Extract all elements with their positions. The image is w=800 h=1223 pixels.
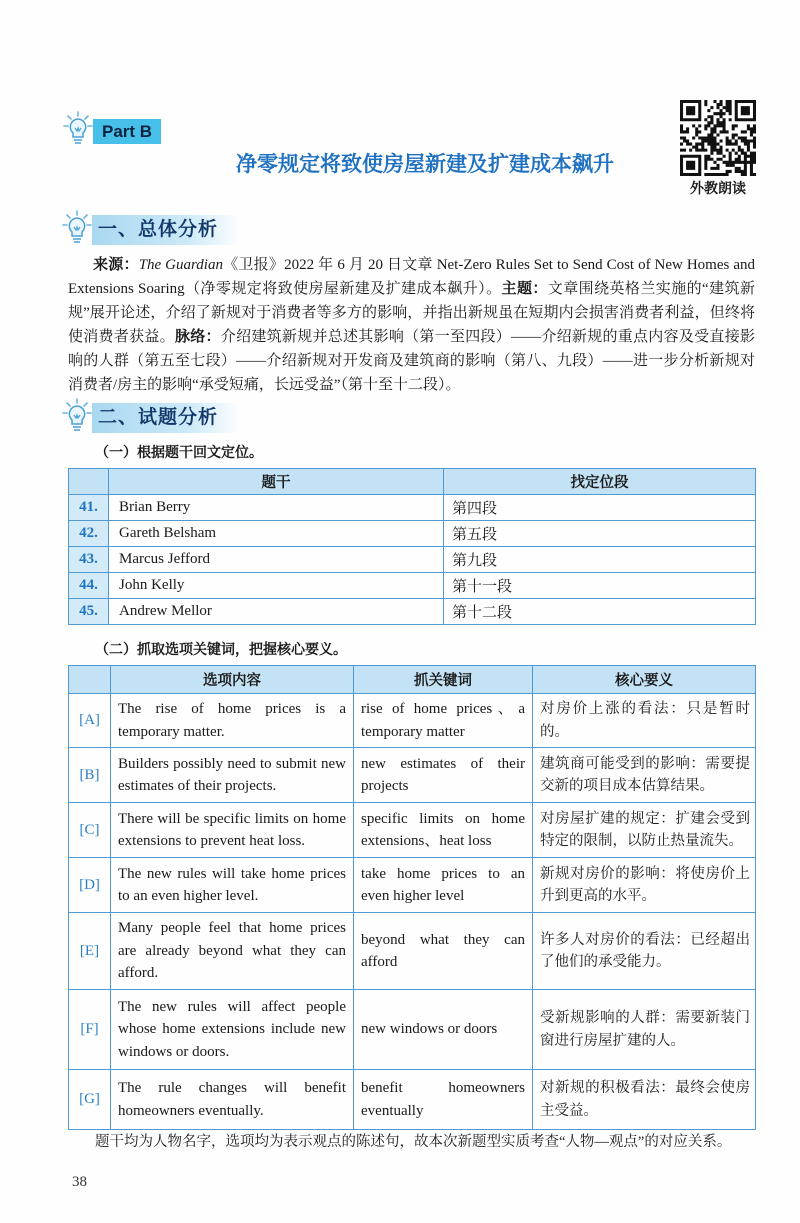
option-letter: [D] — [69, 858, 111, 913]
option-content: Many people feel that home prices are already beyond what they can afford. — [111, 913, 354, 990]
article-title: 净零规定将致使房屋新建及扩建成本飙升 — [236, 153, 614, 176]
lightbulb-icon — [62, 398, 92, 439]
options-table — [68, 665, 756, 1130]
option-letter: [B] — [69, 748, 111, 803]
option-meaning: 对房价上涨的看法：只是暂时的。 — [533, 694, 756, 748]
table-row — [69, 990, 756, 1070]
option-meaning: 许多人对房价的看法：已经超出了他们的承受能力。 — [533, 913, 756, 990]
option-keywords: specific limits on home extensions、heat loss — [354, 803, 533, 858]
overview-heading — [62, 212, 755, 248]
lightbulb-icon — [63, 111, 93, 152]
option-content-header: 选项内容 — [111, 666, 354, 694]
source-text: 《卫报》2022 年 6 月 20 日文章 Net-Zero Rules Set to Send Cost of New Homes and Extensions Soaring（净零规定将致使房屋新建及扩建成本飙升）。 — [68, 257, 755, 297]
source-label: 来源： — [93, 256, 139, 273]
option-letter: [G] — [69, 1070, 111, 1130]
blank-header-cell — [69, 469, 109, 495]
step-two-heading: （二）抓取选项关键词，把握核心要义。 — [95, 641, 347, 657]
page-number: 38 — [72, 1174, 87, 1190]
option-meaning: 新规对房价的影响：将使房价上升到更高的水平。 — [533, 858, 756, 913]
option-meaning: 建筑商可能受到的影响：需要提交新的项目成本估算结果。 — [533, 748, 756, 803]
overview-paragraph — [68, 253, 755, 397]
part-label: Part B — [93, 119, 161, 144]
keywords-header: 抓关键词 — [354, 666, 533, 694]
table-header-row — [69, 666, 756, 694]
location-header: 找定位段 — [444, 469, 756, 495]
option-meaning: 对新规的积极看法：最终会使房主受益。 — [533, 1070, 756, 1130]
option-content: Builders possibly need to submit new estimates of their projects. — [111, 748, 354, 803]
outline-label: 脉络： — [174, 328, 221, 345]
table-row — [69, 803, 756, 858]
question-number: 45. — [69, 599, 109, 625]
person-name: Marcus Jefford — [109, 547, 444, 573]
part-badge — [63, 111, 161, 152]
table-row — [69, 858, 756, 913]
table-row — [69, 748, 756, 803]
question-number: 43. — [69, 547, 109, 573]
stem-header: 题干 — [109, 469, 444, 495]
question-number: 42. — [69, 521, 109, 547]
table-row — [69, 1070, 756, 1130]
table-row — [69, 547, 756, 573]
option-letter: [E] — [69, 913, 111, 990]
option-letter: [F] — [69, 990, 111, 1070]
meaning-header: 核心要义 — [533, 666, 756, 694]
qr-label: 外教朗读 — [690, 180, 746, 196]
question-number: 44. — [69, 573, 109, 599]
option-keywords: beyond what they can afford — [354, 913, 533, 990]
option-keywords: new estimates of their projects — [354, 748, 533, 803]
table-header-row — [69, 469, 756, 495]
table-row — [69, 599, 756, 625]
lightbulb-icon — [62, 210, 92, 251]
table-row — [69, 694, 756, 748]
option-letter: [A] — [69, 694, 111, 748]
analysis-heading — [62, 400, 755, 436]
option-content: There will be specific limits on home extensions to prevent heat loss. — [111, 803, 354, 858]
person-name: Andrew Mellor — [109, 599, 444, 625]
option-keywords: take home prices to an even higher level — [354, 858, 533, 913]
theme-text: 文章围绕英格兰实施的“建筑新规”展开论述，介绍了新规对于消费者等多方的影响，并指出新规虽在短期内会损害消费者利益，但终将使消费者获益。 — [68, 281, 755, 345]
person-name: Gareth Belsham — [109, 521, 444, 547]
option-content: The new rules will affect people whose home extensions include new windows or doors. — [111, 990, 354, 1070]
table-row — [69, 495, 756, 521]
conclusion-note: 题干均为人物名字，选项均为表示观点的陈述句，故本次新题型实质考查“人物—观点”的对应关系。 — [95, 1134, 732, 1150]
qr-code — [680, 100, 756, 176]
blank-header-cell — [69, 666, 111, 694]
located-paragraph: 第十一段 — [444, 573, 756, 599]
main-content — [68, 212, 755, 1193]
analysis-heading-text: 二、试题分析 — [92, 403, 236, 433]
located-paragraph: 第五段 — [444, 521, 756, 547]
step-one-heading: （一）根据题干回文定位。 — [95, 444, 263, 460]
option-keywords: benefit homeowners eventually — [354, 1070, 533, 1130]
option-meaning: 对房屋扩建的规定：扩建会受到特定的限制，以防止热量流失。 — [533, 803, 756, 858]
option-content: The new rules will take home prices to an even higher level. — [111, 858, 354, 913]
option-keywords: new windows or doors — [354, 990, 533, 1070]
option-meaning: 受新规影响的人群：需要新装门窗进行房屋扩建的人。 — [533, 990, 756, 1070]
option-content: The rule changes will benefit homeowners eventually. — [111, 1070, 354, 1130]
option-letter: [C] — [69, 803, 111, 858]
located-paragraph: 第四段 — [444, 495, 756, 521]
located-paragraph: 第十二段 — [444, 599, 756, 625]
located-paragraph: 第九段 — [444, 547, 756, 573]
source-publication: The Guardian — [138, 257, 223, 273]
table-row — [69, 573, 756, 599]
person-name: Brian Berry — [109, 495, 444, 521]
theme-label: 主题： — [501, 280, 548, 297]
table-row — [69, 521, 756, 547]
person-name: John Kelly — [109, 573, 444, 599]
outline-text: 介绍建筑新规并总述其影响（第一至四段）——介绍新规的重点内容及受直接影响的人群（第五至七段）——介绍新规对开发商及建筑商的影响（第八、九段）——进一步分析新规对消费者/房主的影响“承受短痛，长远受益”（第十至十二段）。 — [68, 329, 755, 393]
location-table — [68, 468, 756, 625]
option-keywords: rise of home prices、a temporary matter — [354, 694, 533, 748]
question-number: 41. — [69, 495, 109, 521]
table-row — [69, 913, 756, 990]
option-content: The rise of home prices is a temporary matter. — [111, 694, 354, 748]
overview-heading-text: 一、总体分析 — [92, 215, 236, 245]
